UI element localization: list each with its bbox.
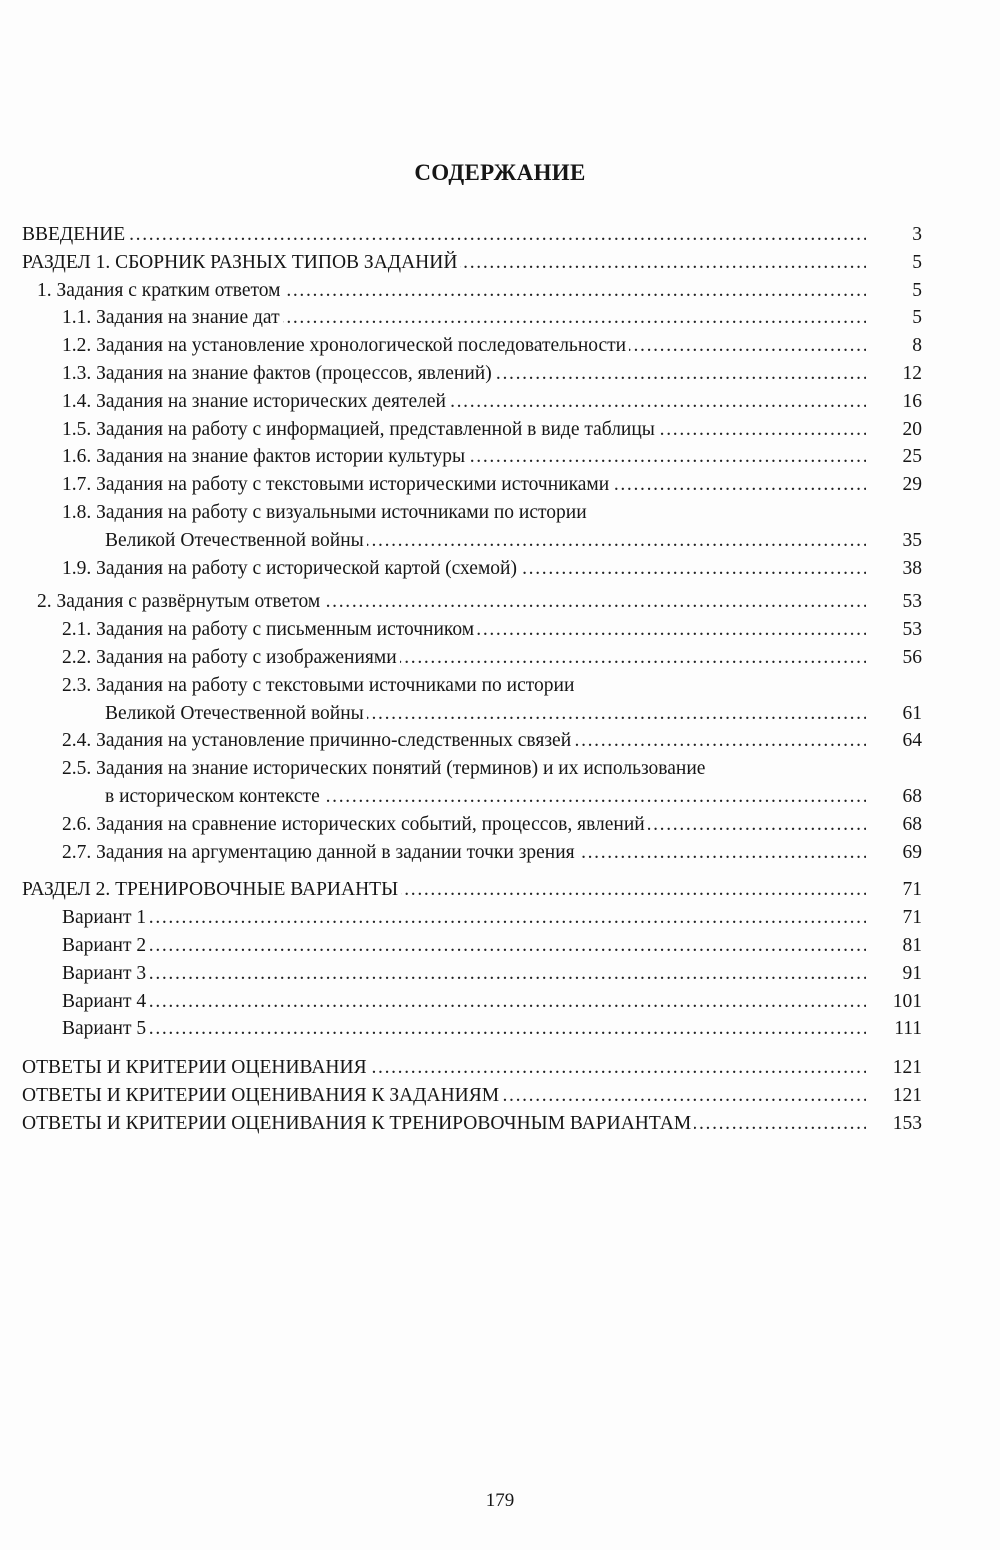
dot-leader <box>367 529 866 553</box>
toc-entry-page: 12 <box>902 363 922 384</box>
toc-entry-page: 64 <box>902 730 922 751</box>
toc-entry-page: 16 <box>902 391 922 412</box>
toc-entry-page: 53 <box>902 591 922 612</box>
dot-leader <box>629 334 866 358</box>
toc-entry-title: Вариант 4 <box>62 991 147 1012</box>
toc-entry-title: 1. Задания с кратким ответом <box>37 280 281 301</box>
toc-entry <box>62 841 922 865</box>
toc-entry-continuation <box>105 785 922 809</box>
toc-entry-title: 2.4. Задания на установление причинно-следственных связей <box>62 730 572 751</box>
toc-entry <box>22 878 922 902</box>
toc-entry-title: в историческом контексте <box>105 786 320 807</box>
toc-entry <box>62 334 922 358</box>
toc-entry-page: 5 <box>912 307 922 328</box>
toc-entry <box>62 618 922 642</box>
toc-entry-title: Великой Отечественной войны <box>105 703 364 724</box>
dot-leader <box>612 473 866 497</box>
toc-entry <box>62 934 922 958</box>
toc-entry-title: 1.2. Задания на установление хронологической последовательности <box>62 335 627 356</box>
toc-entry-title: ВВЕДЕНИЕ <box>22 224 126 245</box>
toc-entry-page: 20 <box>902 419 922 440</box>
toc-entry-title: 1.7. Задания на работу с текстовыми историческими источниками <box>62 474 610 495</box>
toc-entry-title: Великой Отечественной войны <box>105 530 364 551</box>
page-number: 179 <box>485 1490 515 1511</box>
toc-entry-page: 71 <box>902 879 922 900</box>
toc-entry-title: 1.3. Задания на знание фактов (процессов, явлений) <box>62 363 492 384</box>
toc-entry-title: 1.6. Задания на знание фактов истории культуры <box>62 446 466 467</box>
dot-leader <box>400 646 866 670</box>
toc-entry <box>62 445 922 469</box>
toc-entry-page: 153 <box>892 1113 922 1134</box>
toc-entry-continuation <box>105 702 922 726</box>
toc-entry-title: Вариант 5 <box>62 1018 147 1039</box>
dot-leader <box>370 1056 866 1080</box>
dot-leader <box>323 590 866 614</box>
toc-entry-page: 3 <box>912 224 922 245</box>
dot-leader <box>149 934 866 958</box>
dot-leader <box>128 223 866 247</box>
toc-entry <box>62 990 922 1014</box>
toc-entry-page: 56 <box>902 647 922 668</box>
toc-entry-title: 1.9. Задания на работу с исторической картой (схемой) <box>62 558 517 579</box>
toc-entry-title: 2.6. Задания на сравнение исторических событий, процессов, явлений <box>62 814 645 835</box>
toc-entry <box>62 362 922 386</box>
toc-entry <box>62 418 922 442</box>
dot-leader <box>460 251 866 275</box>
toc-entry-title: 2.3. Задания на работу с текстовыми источниками по истории <box>62 675 575 696</box>
toc-entry-title: 2. Задания с развёрнутым ответом <box>37 591 321 612</box>
toc-entry <box>37 279 922 303</box>
toc-entry-page: 29 <box>902 474 922 495</box>
toc-entry-continuation <box>105 529 922 553</box>
toc-entry-title: 1.1. Задания на знание дат <box>62 307 280 328</box>
toc-entry-title: 2.1. Задания на работу с письменным источником <box>62 619 475 640</box>
page-title: СОДЕРЖАНИЕ <box>414 160 586 185</box>
dot-leader <box>149 962 866 986</box>
toc-entry <box>62 646 922 670</box>
toc-entry-title: ОТВЕТЫ И КРИТЕРИИ ОЦЕНИВАНИЯ К ТРЕНИРОВОЧНЫМ ВАРИАНТАМ <box>22 1113 692 1134</box>
toc-entry-title: 1.8. Задания на работу с визуальными источниками по истории <box>62 502 587 523</box>
toc-entry-page: 68 <box>902 814 922 835</box>
dot-leader <box>694 1112 866 1136</box>
dot-leader <box>323 785 866 809</box>
toc-entry-page: 121 <box>892 1085 922 1106</box>
dot-leader <box>283 306 866 330</box>
toc-entry-page: 5 <box>912 280 922 301</box>
dot-leader <box>708 757 866 781</box>
dot-leader <box>468 445 866 469</box>
dot-leader <box>284 279 866 303</box>
toc-entry <box>62 1017 922 1041</box>
dot-leader <box>577 674 866 698</box>
toc-entry-page: 38 <box>902 558 922 579</box>
toc-entry-page: 81 <box>902 935 922 956</box>
toc-entry-line1 <box>62 757 922 781</box>
dot-leader <box>449 390 866 414</box>
toc-entry-page: 25 <box>902 446 922 467</box>
toc-entry-page: 69 <box>902 842 922 863</box>
dot-leader <box>520 557 866 581</box>
toc-entry <box>22 223 922 247</box>
dot-leader <box>502 1084 866 1108</box>
toc-entry-title: РАЗДЕЛ 2. ТРЕНИРОВОЧНЫЕ ВАРИАНТЫ <box>22 879 399 900</box>
toc-entry-line1 <box>62 674 922 698</box>
toc-entry-page: 61 <box>902 703 922 724</box>
toc-entry-title: ОТВЕТЫ И КРИТЕРИИ ОЦЕНИВАНИЯ К ЗАДАНИЯМ <box>22 1085 500 1106</box>
toc-entry-page: 71 <box>902 907 922 928</box>
toc-entry-page: 68 <box>902 786 922 807</box>
toc-entry <box>62 473 922 497</box>
toc-entry-page: 35 <box>902 530 922 551</box>
dot-leader <box>658 418 866 442</box>
toc-entry-title: Вариант 1 <box>62 907 147 928</box>
dot-leader <box>149 990 866 1014</box>
toc-entry-title: 2.2. Задания на работу с изображениями <box>62 647 397 668</box>
dot-leader <box>590 501 866 525</box>
toc-entry-title: Вариант 2 <box>62 935 147 956</box>
toc-entry-page: 121 <box>892 1057 922 1078</box>
toc-entry <box>62 557 922 581</box>
dot-leader <box>574 729 866 753</box>
dot-leader <box>578 841 866 865</box>
toc-entry <box>62 390 922 414</box>
toc-entry <box>22 1112 922 1136</box>
toc-entry-title: 1.5. Задания на работу с информацией, представленной в виде таблицы <box>62 419 655 440</box>
toc-entry-title: Вариант 3 <box>62 963 147 984</box>
dot-leader <box>367 702 866 726</box>
dot-leader <box>149 906 866 930</box>
toc-entry-title: 2.5. Задания на знание исторических понятий (терминов) и их использование <box>62 758 706 779</box>
dot-leader <box>648 813 866 837</box>
toc-entry <box>22 251 922 275</box>
toc-entry <box>22 1056 922 1080</box>
toc-entry-page: 91 <box>902 963 922 984</box>
toc-entry-page: 5 <box>912 252 922 273</box>
dot-leader <box>477 618 866 642</box>
toc-entry <box>62 962 922 986</box>
toc-entry <box>22 1084 922 1108</box>
dot-leader <box>495 362 866 386</box>
toc-entry-title: РАЗДЕЛ 1. СБОРНИК РАЗНЫХ ТИПОВ ЗАДАНИЙ <box>22 252 458 273</box>
toc-entry-title: ОТВЕТЫ И КРИТЕРИИ ОЦЕНИВАНИЯ <box>22 1057 367 1078</box>
dot-leader <box>149 1017 866 1041</box>
toc-entry <box>62 813 922 837</box>
dot-leader <box>401 878 866 902</box>
toc-entry <box>62 306 922 330</box>
toc-entry <box>62 729 922 753</box>
toc-entry-page: 111 <box>894 1018 922 1039</box>
toc-entry-page: 101 <box>892 991 922 1012</box>
toc-entry-page: 8 <box>912 335 922 356</box>
toc-entry <box>37 590 922 614</box>
toc-entry-title: 2.7. Задания на аргументацию данной в задании точки зрения <box>62 842 575 863</box>
toc-entry <box>62 906 922 930</box>
toc-entry-page: 53 <box>902 619 922 640</box>
toc-entry-line1 <box>62 501 922 525</box>
toc-entry-title: 1.4. Задания на знание исторических деятелей <box>62 391 446 412</box>
